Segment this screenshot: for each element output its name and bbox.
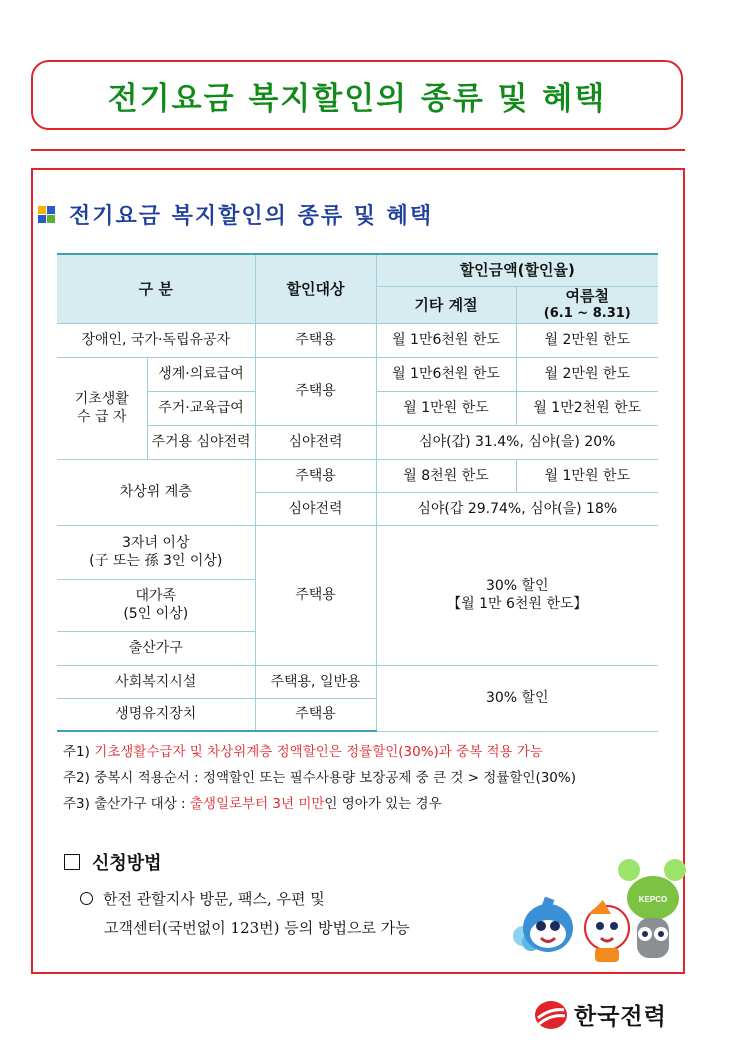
orange-mascot	[585, 900, 629, 962]
header-amount: 할인금액(할인율)	[376, 254, 658, 286]
row-life-support-category: 생명유지장치	[57, 698, 255, 731]
note-1-text: 기초생활수급자 및 차상위계층 정액할인은 정률할인(30%)과 중복 적용 가능	[94, 744, 543, 760]
row-family-target: 주택용	[255, 525, 376, 665]
red-divider	[31, 149, 685, 151]
kepco-logo	[534, 998, 667, 1031]
row-basic-living-summer: 월 2만원 한도	[516, 357, 658, 391]
row-basic-housing-summer: 월 1만2천원 한도	[516, 391, 658, 425]
apply-body	[80, 885, 410, 943]
row-family-amount-line2: 【월 1만 6천원 한도】	[447, 596, 588, 612]
note-3	[63, 791, 576, 817]
row-three-children-line1: 3자녀 이상	[122, 535, 190, 551]
note-2-label: 주2)	[63, 770, 90, 786]
note-1-label: 주1)	[63, 744, 90, 760]
logo-text: 한국전력	[574, 1004, 667, 1030]
row-basic-group	[57, 357, 147, 459]
row-basic-housing-other: 월 1만원 한도	[376, 391, 516, 425]
note-2-text: 중복시 적용순서 : 정액할인 또는 필수사용량 보장공제 중 큰 것 > 정률할인(30%)	[94, 770, 576, 786]
mascot-badge-text: KEPCO	[638, 895, 668, 904]
row-basic-night-sub: 주거용 심야전력	[147, 425, 255, 459]
row-big-family	[57, 579, 255, 631]
row-basic-living-sub: 생계·의료급여	[147, 357, 255, 391]
row-big-family-line1: 대가족	[135, 588, 177, 604]
header-other-season: 기타 계절	[376, 286, 516, 323]
kepco-mascots-illustration	[503, 848, 687, 968]
row-disabled-target: 주택용	[255, 323, 376, 357]
row-family-amount-line1: 30% 할인	[485, 578, 549, 594]
header-category: 구 분	[57, 254, 255, 323]
row-basic-target: 주택용	[255, 357, 376, 425]
row-welfare-target: 주택용, 일반용	[255, 665, 376, 698]
colored-square-icon	[38, 206, 55, 223]
note-3-highlight: 출생일로부터 3년 미만	[189, 796, 325, 812]
row-near-poor-summer: 월 1만원 한도	[516, 459, 658, 492]
note-2	[63, 765, 576, 791]
row-basic-living-other: 월 1만6천원 한도	[376, 357, 516, 391]
apply-line-2: 고객센터(국번없이 123번) 등의 방법으로 가능	[104, 919, 410, 937]
row-birth-category: 출산가구	[57, 631, 255, 665]
note-1	[63, 739, 576, 765]
row-near-poor-night-amount: 심야(갑 29.74%, 심야(을) 18%	[376, 492, 658, 525]
row-three-children	[57, 525, 255, 579]
note-3-prefix: 출산가구 대상 :	[94, 796, 190, 812]
apply-heading-text: 신청방법	[92, 853, 162, 874]
row-big-family-line2: (5인 이상)	[123, 606, 189, 622]
section-heading	[38, 199, 433, 230]
row-basic-group-line2: 수 급 자	[77, 409, 127, 425]
apply-line-1	[80, 885, 410, 914]
blue-mascot	[513, 897, 573, 952]
apply-heading	[64, 849, 162, 875]
page-title: 전기요금 복지할인의 종류 및 혜택	[107, 80, 607, 117]
row-basic-housing-sub: 주거·교육급여	[147, 391, 255, 425]
row-disabled-category: 장애인, 국가·독립유공자	[57, 323, 255, 357]
header-summer-period: (6.1 ~ 8.31)	[543, 305, 631, 321]
section-title: 전기요금 복지할인의 종류 및 혜택	[69, 204, 434, 229]
row-near-poor-night-target: 심야전력	[255, 492, 376, 525]
row-facility-amount: 30% 할인	[376, 665, 658, 731]
kepco-logo-icon	[534, 1000, 568, 1030]
circle-bullet-icon	[80, 892, 93, 905]
row-family-amount	[376, 525, 658, 665]
row-disabled-other: 월 1만6천원 한도	[376, 323, 516, 357]
note-3-suffix: 인 영아가 있는 경우	[324, 796, 442, 812]
header-summer-label: 여름철	[565, 286, 609, 305]
row-near-poor-other: 월 8천원 한도	[376, 459, 516, 492]
row-basic-night-target: 심야전력	[255, 425, 376, 459]
hollow-square-icon	[64, 854, 80, 870]
row-three-children-line2: (子 또는 孫 3인 이상)	[89, 553, 223, 569]
note-3-label: 주3)	[63, 796, 90, 812]
notes	[63, 739, 576, 817]
row-basic-group-line1: 기초생활	[74, 391, 129, 407]
title-box	[31, 60, 683, 130]
header-target: 할인대상	[255, 254, 376, 323]
row-welfare-category: 사회복지시설	[57, 665, 255, 698]
welfare-discount-table	[57, 253, 658, 732]
green-robot-mascot	[618, 859, 686, 958]
row-basic-night-amount: 심야(갑) 31.4%, 심야(을) 20%	[376, 425, 658, 459]
row-near-poor-target: 주택용	[255, 459, 376, 492]
header-summer	[516, 286, 658, 323]
row-life-support-target: 주택용	[255, 698, 376, 731]
row-disabled-summer: 월 2만원 한도	[516, 323, 658, 357]
row-near-poor-category: 차상위 계층	[57, 459, 255, 525]
apply-line-1-text: 한전 관할지사 방문, 팩스, 우편 및	[103, 890, 325, 908]
